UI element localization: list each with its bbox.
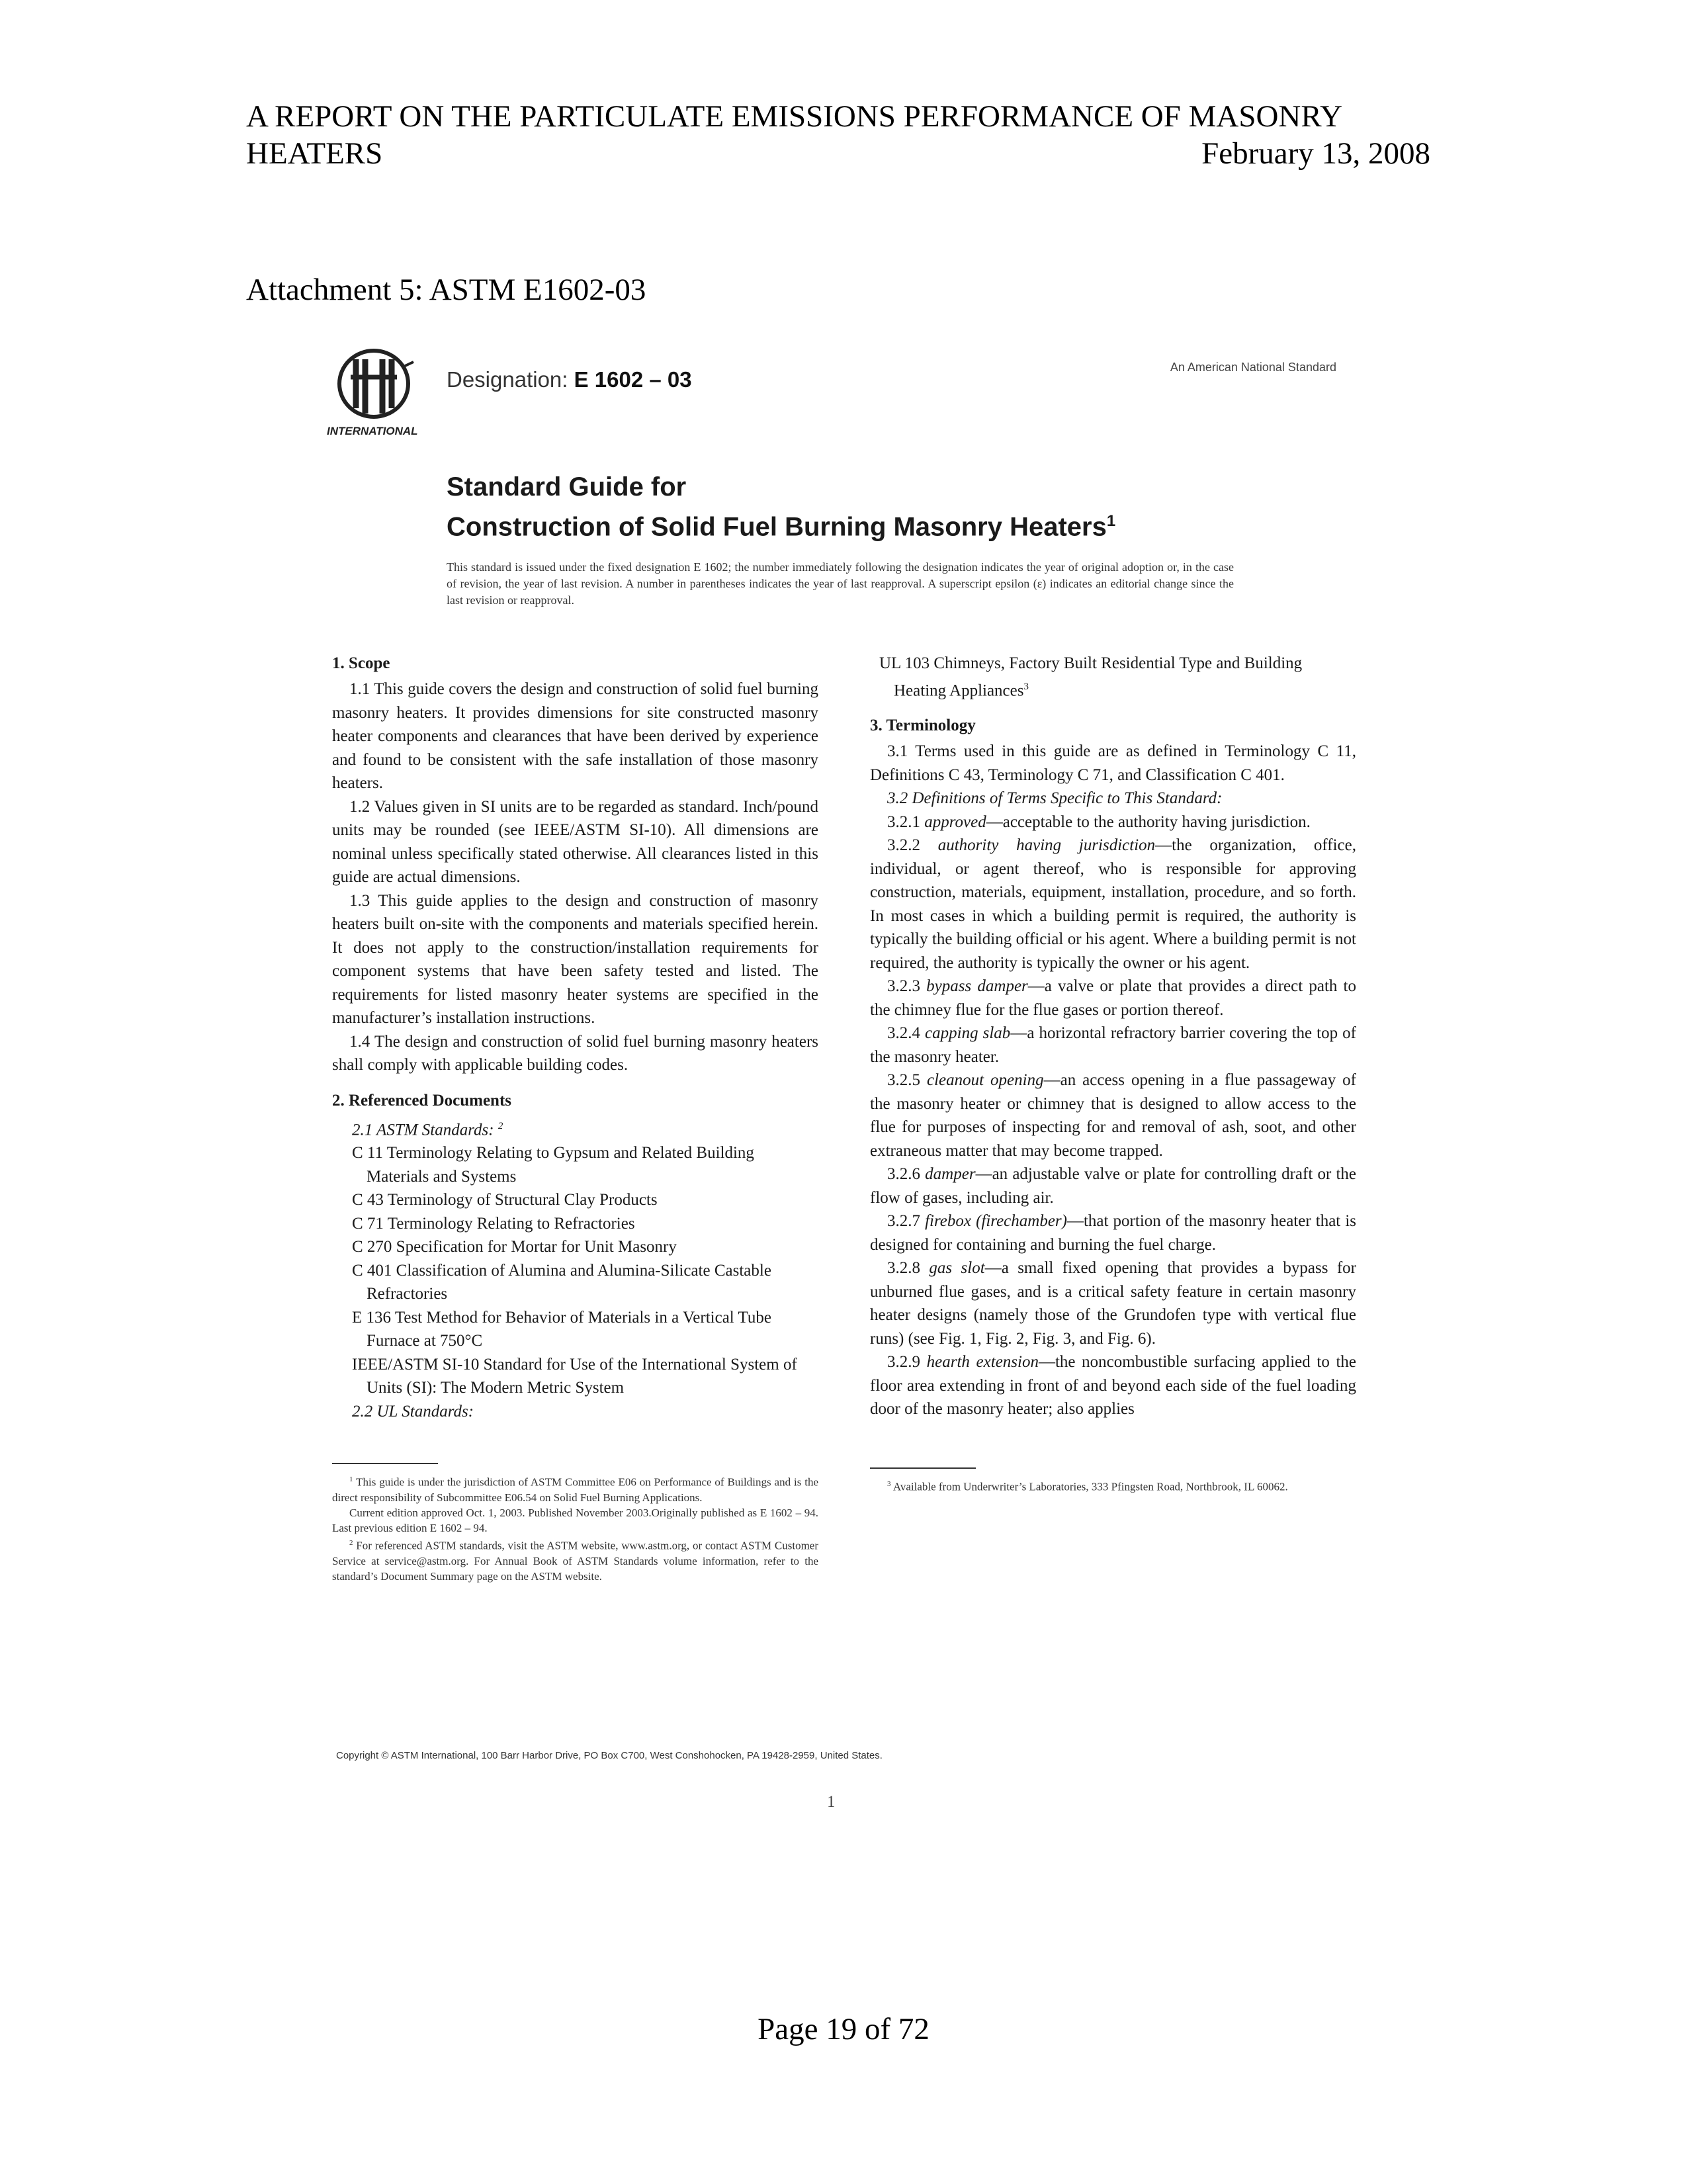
report-title: A REPORT ON THE PARTICULATE EMISSIONS PERFORMANCE OF MASONRY HEATERS [246, 99, 1342, 171]
right-column [870, 652, 1356, 1494]
astm-document-scan [324, 347, 1369, 1829]
issuance-note: This standard is issued under the fixed designation E 1602; the number immediately following the designation indicates the year of original adoption or, in the case of revision, the year of last revision. A number in parentheses indicates the year of last reapproval. A superscript epsilon (ε) indicates an editorial change since the last revision or reapproval. [447, 560, 1234, 607]
paragraph-3-2: 3.2 Definitions of Terms Specific to This Standard: [887, 789, 1223, 808]
guide-title-line2: Construction of Solid Fuel Burning Masonry Heaters [447, 512, 1107, 542]
footnote-2: $^2$ For referenced ASTM standards, visit the ASTM website, www.astm.org, or contact ASTM Customer Service at service@astm.org. For Annual Book of ASTM Standards volume information, refer to the standard’s Document Summary page on the ASTM website. [332, 1538, 819, 1583]
referenced-documents-heading: 2. Referenced Documents [332, 1091, 511, 1110]
definition-item: 3.2.4 capping slab—a horizontal refractory barrier covering the top of the masonry heater. [870, 1024, 1356, 1066]
paragraph-1-3: 1.3 This guide applies to the design and construction of masonry heaters built on-site with the components and materials specified herein. It does not apply to the construction/installation requirements for component systems that have been safety tested and listed. The requirements for listed masonry heater systems are specified in the manufacturer’s installation instructions. [332, 891, 818, 1027]
paragraph-1-4: 1.4 The design and construction of solid fuel burning masonry heaters shall comply with applicable building codes. [332, 1032, 818, 1074]
definition-item: 3.2.7 firebox (firechamber)—that portion of the masonry heater that is designed for containing and burning the fuel charge. [870, 1212, 1356, 1254]
report-date: February 13, 2008 [1201, 136, 1430, 171]
national-standard-label: An American National Standard [1170, 361, 1336, 374]
definition-item: 3.2.6 damper—an adjustable valve or plate for controlling draft or the flow of gases, including air. [870, 1165, 1356, 1207]
definition-item: 3.2.2 authority having jurisdiction—the organization, office, individual, or agent thereof, who is responsible for approving construction, materials, equipment, installation, procedure, and so forth. In most cases in which a building permit is required, the authority is typically the building official or his agent. Where a building permit is not required, the authority is typically the owner or his agent. [870, 836, 1356, 972]
scan-page-number: 1 [827, 1793, 836, 1811]
ul-standards-label: 2.2 UL Standards: [352, 1402, 474, 1420]
left-column [332, 652, 818, 1584]
definition-item: 3.2.3 bypass damper—a valve or plate that provides a direct path to the chimney flue for the flue gases or portion thereof. [870, 977, 1356, 1019]
definition-item: 3.2.5 cleanout opening—an access opening in a flue passageway of the masonry heater or chimney that is designed to allow access to the flue for purposes of inspecting for and removal of ash, soot, and other extraneous matter that may become trapped. [870, 1071, 1356, 1160]
ref-item: C 43 Terminology of Structural Clay Products [352, 1191, 658, 1209]
paragraph-1-1: 1.1 This guide covers the design and construction of solid fuel burning masonry heaters. It provides dimensions for site constructed masonry heater components and clearances that have been derived by experience and found to be consistent with the safe installation of those masonry heaters. [332, 680, 818, 792]
designation [447, 367, 692, 392]
footnote-3: $^3$ Available from Underwriter’s Laboratories, 333 Pfingsten Road, Northbrook, IL 60062. [887, 1479, 1288, 1493]
definition-item: 3.2.1 approved—acceptable to the authority having jurisdiction. [887, 812, 1311, 831]
designation-value: E 1602 – 03 [574, 367, 692, 392]
ul-103-reference: UL 103 Chimneys, Factory Built Residential Type and Building Heating Appliances$^3$ [879, 654, 1303, 699]
logo-text: INTERNATIONAL [327, 425, 418, 437]
astm-standards-label: 2.1 ASTM Standards: $^2$ [352, 1120, 503, 1139]
ref-item: C 270 Specification for Mortar for Unit Masonry [352, 1238, 677, 1256]
footnote-1-edition: Current edition approved Oct. 1, 2003. Published November 2003.Originally published as E 1602 – 94. Last previous edition E 1602 – 94. [332, 1506, 818, 1534]
footnote-rule [870, 1467, 976, 1469]
definition-item: 3.2.9 hearth extension—the noncombustible surfacing applied to the floor area extending in front of and beyond each side of the fuel loading door of the masonry heater; also applies [870, 1353, 1356, 1419]
astm-logo-icon [324, 347, 430, 440]
ref-item: C 11 Terminology Relating to Gypsum and Related Building Materials and Systems [352, 1144, 754, 1186]
ref-item: E 136 Test Method for Behavior of Materials in a Vertical Tube Furnace at 750°C [352, 1308, 772, 1350]
guide-title [447, 470, 1307, 544]
copyright-line: Copyright © ASTM International, 100 Barr Harbor Drive, PO Box C700, West Conshohocken, PA 19428-2959, United States. [336, 1750, 883, 1761]
scope-heading: 1. Scope [332, 654, 390, 672]
definition-item: 3.2.8 gas slot—a small fixed opening that provides a bypass for unburned flue gases, and is a critical safety feature in certain masonry heater designs (namely those of the Grundofen type with vertical flue runs) (see Fig. 1, Fig. 2, Fig. 3, and Fig. 6). [870, 1259, 1357, 1348]
footnote-1: $^1$ This guide is under the jurisdiction of ASTM Committee E06 on Performance of Buildings and is the direct responsibility of Subcommittee E06.54 on Solid Fuel Burning Applications. [332, 1475, 818, 1504]
designation-label: Designation: [447, 367, 568, 392]
paragraph-3-1: 3.1 Terms used in this guide are as defined in Terminology C 11, Definitions C 43, Terminology C 71, and Classification C 401. [870, 742, 1356, 784]
ref-item: IEEE/ASTM SI-10 Standard for Use of the International System of Units (SI): The Modern Metric System [352, 1355, 797, 1397]
title-footnote-ref: 1 [1106, 512, 1116, 530]
paragraph-1-2: 1.2 Values given in SI units are to be regarded as standard. Inch/pound units may be rounded (see IEEE/ASTM SI-10). All dimensions are nominal unless specifically stated otherwise. All clearances listed in this guide are actual dimensions. [332, 797, 818, 886]
footnote-rule [332, 1463, 438, 1464]
guide-title-line1: Standard Guide for [447, 472, 687, 502]
terminology-heading: 3. Terminology [870, 717, 976, 735]
ref-item: C 71 Terminology Relating to Refractories [352, 1214, 635, 1233]
ref-item: C 401 Classification of Alumina and Alumina-Silicate Castable Refractories [352, 1261, 771, 1303]
attachment-heading: Attachment 5: ASTM E1602-03 [246, 273, 646, 307]
page-number: Page 19 of 72 [757, 2012, 930, 2046]
